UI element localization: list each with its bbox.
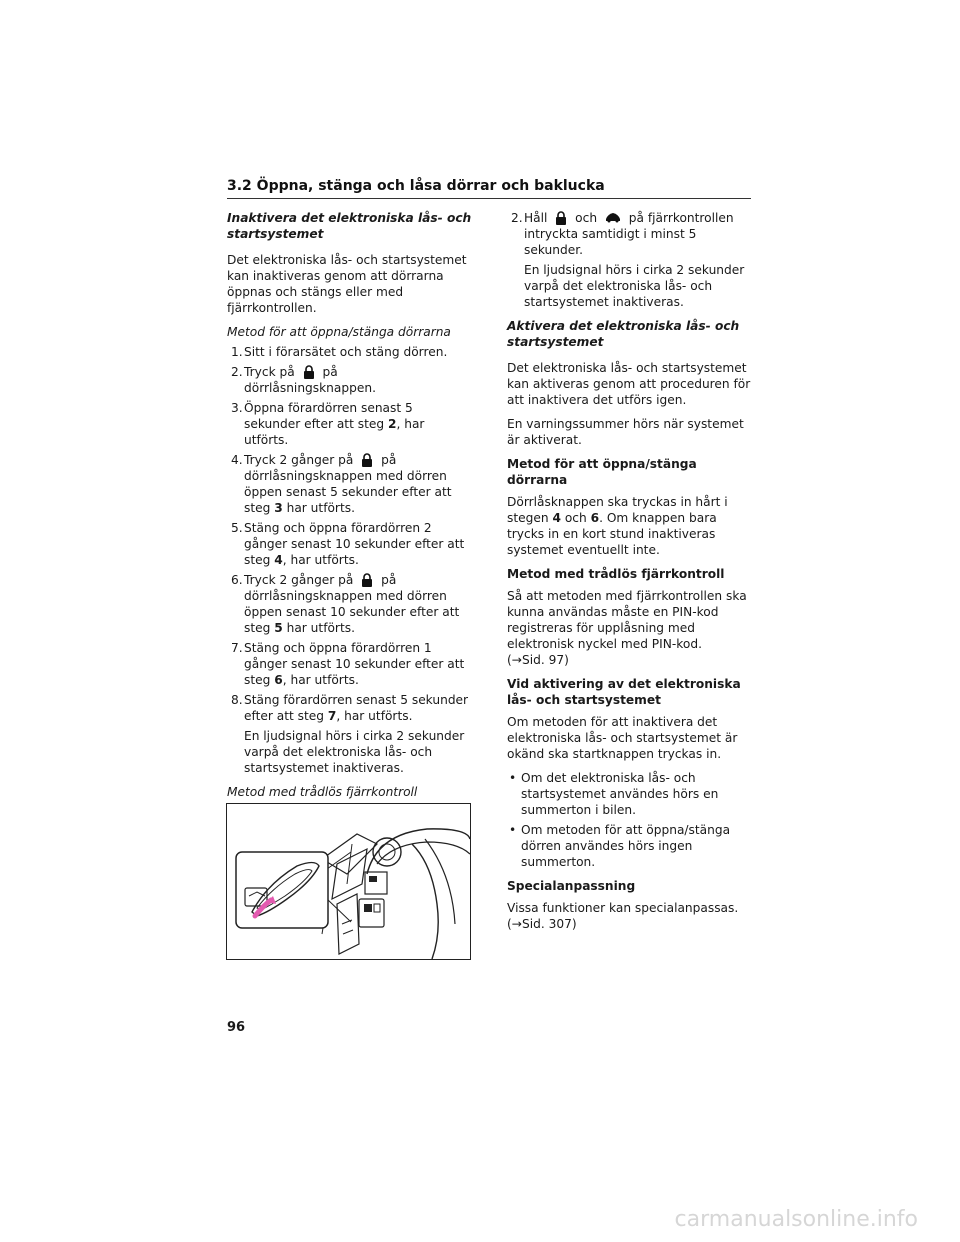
step-text: på fjärrkontrollen intryckta samtidigt i minst 5 sekunder. [524, 211, 734, 257]
bullet-item [507, 770, 755, 818]
door-method-heading: Metod för att öppna/stänga dörrarna [507, 457, 697, 487]
watermark: carmanualsonline.info [674, 1207, 918, 1232]
step-text: , har utförts. [244, 417, 425, 447]
step-4 [227, 452, 472, 516]
lock-icon [303, 365, 315, 379]
bullet-text: Om det elektroniska lås- och startsystemet användes hörs en summerton i bilen. [521, 771, 719, 817]
page-number: 96 [227, 1020, 246, 1035]
activation-text: Om metoden för att inaktivera det elektroniska lås- och startsystemet är okänd ska startknappen tryckas in. [507, 715, 738, 761]
step-8-note: En ljudsignal hörs i cirka 2 sekunder varpå det elektroniska lås- och startsystemet inaktiveras. [244, 729, 465, 775]
step-text: har utförts. [282, 501, 355, 515]
step-number: 6. [231, 573, 243, 587]
step-reference: 6 [590, 511, 600, 525]
step-2 [227, 364, 472, 396]
page-reference[interactable]: (→Sid. 97) [507, 653, 569, 667]
method-door-subheading: Metod för att öppna/stänga dörrarna [227, 325, 451, 339]
remote-method-text [507, 588, 755, 668]
step-reference: 4 [274, 553, 283, 567]
activate-text: Det elektroniska lås- och startsystemet kan aktiveras genom att proceduren för att inaktivera det utförs igen. [507, 361, 751, 407]
step-reference: 4 [552, 511, 561, 525]
remote-step-2 [507, 210, 755, 258]
step-text: , har utförts. [282, 673, 359, 687]
text-fragment: . Om knappen bara trycks in en kort stund inaktiveras systemet eventuellt inte. [507, 511, 717, 557]
step-number: 7. [231, 641, 243, 655]
text-fragment: och [560, 511, 591, 525]
method-remote-subheading: Metod med trådlös fjärrkontroll [227, 785, 418, 799]
lock-icon [361, 573, 373, 587]
left-column [227, 210, 472, 840]
text-fragment: Vissa funktioner kan specialanpassas. [507, 901, 739, 915]
door-lock-illustration [226, 803, 471, 960]
step-7 [227, 640, 472, 688]
bullet-text: Om metoden för att öppna/stänga dörren användes hörs ingen summerton. [521, 823, 731, 869]
page-reference[interactable]: (→Sid. 307) [507, 917, 577, 931]
step-number: 1. [231, 345, 243, 359]
warning-text: En varningssummer hörs när systemet är aktiverat. [507, 417, 744, 447]
step-number: 4. [231, 453, 243, 467]
door-method-text [507, 494, 755, 558]
deactivate-heading: Inaktivera det elektroniska lås- och startsystemet [227, 211, 472, 241]
right-column [507, 210, 755, 940]
special-text [507, 900, 755, 932]
step-number: 3. [231, 401, 243, 415]
step-text: Öppna förardörren senast 5 sekunder efter att steg [244, 401, 413, 431]
car-unlock-icon [605, 211, 621, 223]
step-number: 2. [511, 211, 523, 225]
special-heading: Specialanpassning [507, 879, 636, 893]
bullet-dot: • [509, 823, 517, 837]
step-6 [227, 572, 472, 636]
step-text: , har utförts. [282, 553, 359, 567]
step-text: Håll [524, 211, 548, 225]
step-reference: 2 [387, 417, 397, 431]
remote-step-2-note: En ljudsignal hörs i cirka 2 sekunder varpå det elektroniska lås- och startsystemet inaktiveras. [524, 263, 745, 309]
step-text: på dörrlåsningsknappen. [244, 365, 376, 395]
text-fragment: Dörrlåsknappen ska tryckas in hårt i stegen [507, 495, 728, 525]
step-5 [227, 520, 472, 568]
section-header: 3.2 Öppna, stänga och låsa dörrar och baklucka [227, 178, 751, 199]
lock-icon [555, 211, 567, 225]
step-text: Tryck på [244, 365, 295, 379]
step-text: Stäng och öppna förardörren 1 gånger senast 10 sekunder efter att steg [244, 641, 465, 687]
step-number: 5. [231, 521, 243, 535]
step-reference: 7 [327, 709, 337, 723]
step-text: Sitt i förarsätet och stäng dörren. [244, 345, 448, 359]
step-text: Stäng och öppna förardörren 2 gånger senast 10 sekunder efter att steg [244, 521, 465, 567]
step-text: , har utförts. [336, 709, 413, 723]
lock-icon [361, 453, 373, 467]
step-text: på dörrlåsningsknappen med dörren öppen senast 10 sekunder efter att steg [244, 573, 460, 635]
step-text: Tryck 2 gånger på [244, 573, 354, 587]
step-text: Tryck 2 gånger på [244, 453, 354, 467]
step-8 [227, 692, 472, 724]
bullet-dot: • [509, 771, 517, 785]
bullet-item [507, 822, 755, 870]
step-reference: 6 [274, 673, 283, 687]
step-3 [227, 400, 472, 448]
text-fragment: Så att metoden med fjärrkontrollen ska kunna användas måste en PIN-kod registreras för upplåsning med elektronisk nyckel med PIN-kod. [507, 589, 747, 651]
step-text: har utförts. [282, 621, 355, 635]
step-reference: 3 [274, 501, 283, 515]
interior-door-illustration [227, 804, 470, 959]
step-text: på dörrlåsningsknappen med dörren öppen senast 5 sekunder efter att steg [244, 453, 452, 515]
activation-heading: Vid aktivering av det elektroniska lås- och startsystemet [507, 677, 741, 707]
step-1 [227, 344, 472, 360]
remote-method-heading: Metod med trådlös fjärrkontroll [507, 567, 725, 581]
deactivate-intro: Det elektroniska lås- och startsystemet kan inaktiveras genom att dörrarna öppnas och stängs eller med fjärrkontrollen. [227, 253, 467, 315]
step-text: Stäng förardörren senast 5 sekunder efter att steg [244, 693, 469, 723]
activate-heading: Aktivera det elektroniska lås- och startsystemet [507, 319, 740, 349]
step-number: 2. [231, 365, 243, 379]
step-number: 8. [231, 693, 243, 707]
step-text: och [575, 211, 598, 225]
step-reference: 5 [274, 621, 283, 635]
